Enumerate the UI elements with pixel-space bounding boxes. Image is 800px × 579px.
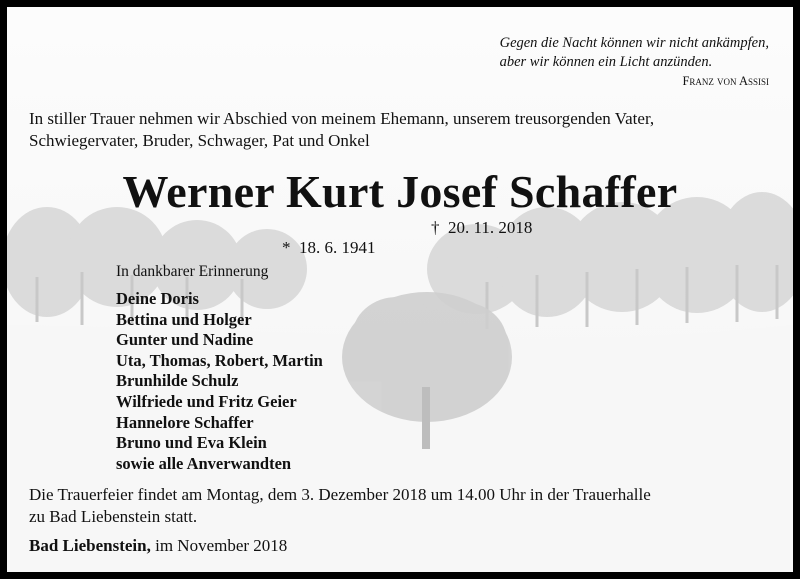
ceremony-text	[29, 484, 769, 528]
mourner-item: Brunhilde Schulz	[116, 371, 239, 391]
mourner-item: Uta, Thomas, Robert, Martin	[116, 350, 323, 370]
life-dates	[265, 218, 533, 298]
ceremony-line-1: Die Trauerfeier findet am Montag, dem 3. Dezember 2018 um 14.00 Uhr in der Trauerhalle	[29, 485, 651, 504]
intro-line-1: In stiller Trauer nehmen wir Abschied von meinem Ehemann, unserem treusorgenden Vater,	[29, 109, 655, 128]
mourner-item: Gunter und Nadine	[116, 330, 254, 350]
mourner-item: Wilfriede und Fritz Geier	[116, 391, 297, 411]
mourner-item: Deine Doris	[116, 289, 199, 308]
quote-block	[500, 34, 769, 91]
mourners-list	[116, 289, 323, 474]
birth-date: * 18. 6. 1941	[282, 238, 376, 257]
mourner-item: Bettina und Holger	[116, 309, 252, 329]
quote-line-1: Gegen die Nacht können wir nicht ankämpfen,	[499, 35, 769, 51]
death-date: † 20. 11. 2018	[431, 218, 533, 237]
memory-label: In dankbarer Erinnerung	[116, 263, 269, 280]
deceased-name: Werner Kurt Josef Schaffer	[122, 166, 678, 217]
mourner-item: Hannelore Schaffer	[116, 412, 254, 432]
mourner-item: Bruno und Eva Klein	[116, 433, 267, 453]
place-and-date	[29, 536, 287, 556]
ceremony-line-2: zu Bad Liebenstein statt.	[29, 507, 198, 526]
quote-author: Franz von Assisi	[682, 74, 769, 88]
place-date: im November 2018	[155, 536, 288, 555]
intro-text	[29, 108, 769, 152]
place-town: Bad Liebenstein,	[29, 536, 151, 555]
mourner-item: sowie alle Anverwandten	[116, 453, 292, 473]
quote-line-2: aber wir können ein Licht anzünden.	[499, 54, 713, 70]
intro-line-2: Schwiegervater, Bruder, Schwager, Pat und Onkel	[29, 131, 370, 150]
